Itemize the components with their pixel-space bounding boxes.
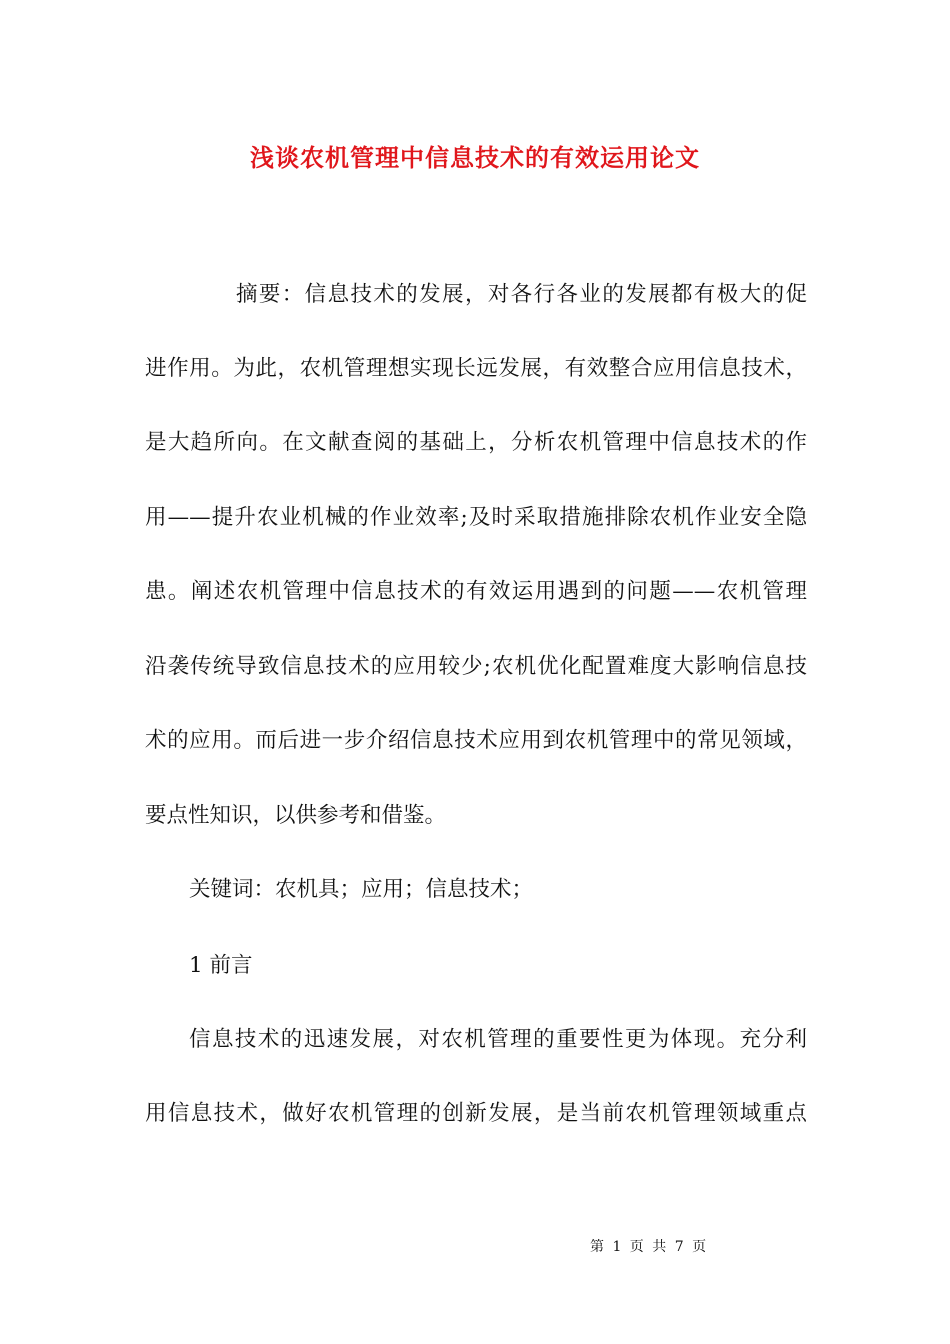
- section-heading: 1 前言: [189, 953, 253, 978]
- abstract-line: 沿袭传统导致信息技术的应用较少;农机优化配置难度大影响信息技: [145, 654, 807, 679]
- body-line: 信息技术的迅速发展，对农机管理的重要性更为体现。充分利: [189, 1027, 807, 1052]
- body-line: 用信息技术，做好农机管理的创新发展，是当前农机管理领域重点: [145, 1101, 807, 1126]
- abstract-line: 患。阐述农机管理中信息技术的有效运用遇到的问题——农机管理: [145, 579, 807, 604]
- abstract-line: 要点性知识，以供参考和借鉴。: [145, 803, 447, 828]
- abstract-line: 摘要：信息技术的发展，对各行各业的发展都有极大的促: [236, 282, 807, 307]
- keywords: 关键词：农机具；应用；信息技术；: [189, 877, 534, 902]
- abstract-line: 术的应用。而后进一步介绍信息技术应用到农机管理中的常见领域，: [145, 728, 807, 753]
- abstract-line: 用——提升农业机械的作业效率;及时采取措施排除农机作业安全隐: [145, 505, 807, 530]
- abstract-line: 是大趋所向。在文献查阅的基础上，分析农机管理中信息技术的作: [145, 430, 807, 455]
- document-title: 浅谈农机管理中信息技术的有效运用论文: [250, 143, 700, 172]
- abstract-line: 进作用。为此，农机管理想实现长远发展，有效整合应用信息技术，: [145, 356, 807, 381]
- page-footer: 第 1 页 共 7 页: [590, 1239, 707, 1255]
